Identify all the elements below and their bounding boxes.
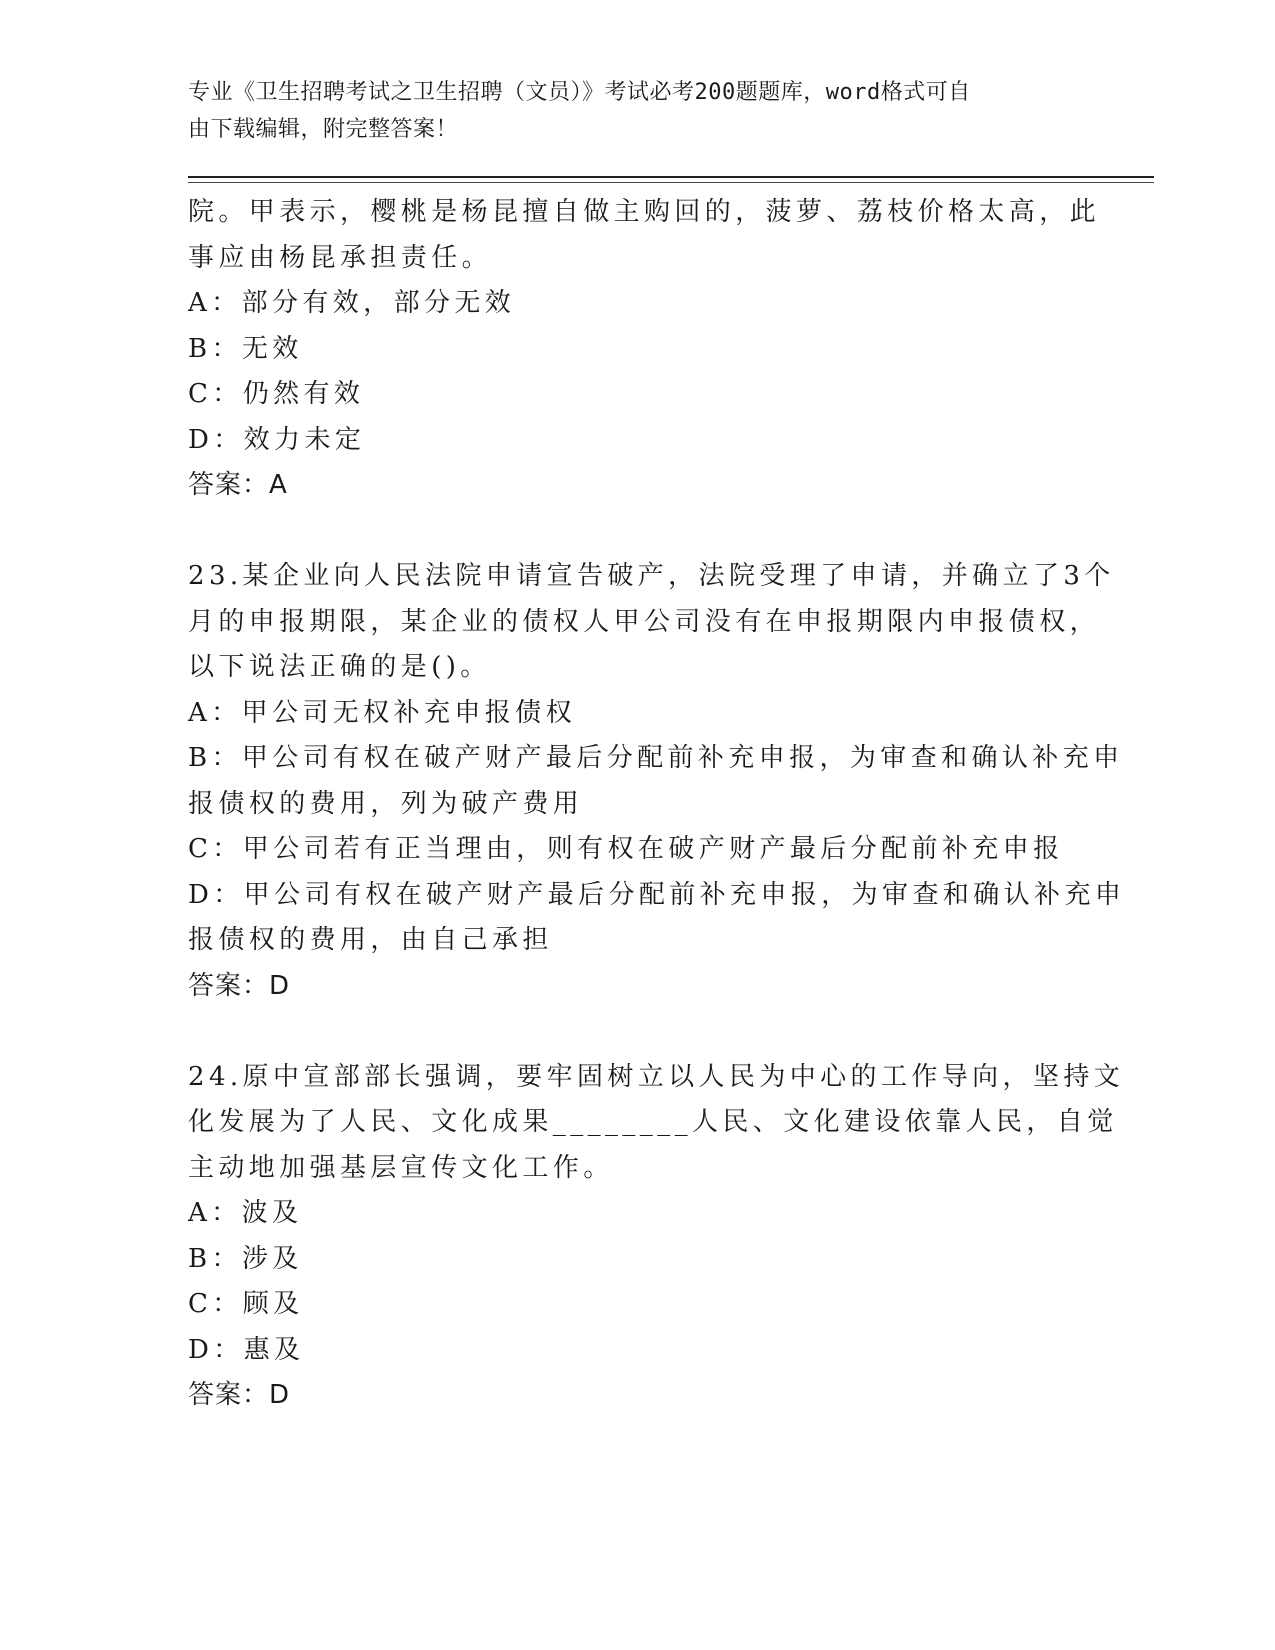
question-24 (188, 1055, 1125, 1419)
question-text-line: 以下说法正确的是()。 (188, 652, 491, 682)
question-text-line: 院。甲表示，樱桃是杨昆擅自做主购回的，菠萝、荔枝价格太高，此 (188, 197, 1101, 227)
option-d: D：惠及 (188, 1334, 305, 1365)
option-c: C：顾及 (188, 1289, 304, 1319)
option-a: A：甲公司无权补充申报债权 (188, 697, 576, 728)
document-header (188, 74, 1088, 148)
answer-line: 答案：D (188, 1380, 291, 1410)
option-b: B：涉及 (188, 1243, 303, 1274)
header-line-2: 由下载编辑，附完整答案！ (188, 117, 459, 142)
question-text-line: 事应由杨昆承担责任。 (188, 242, 493, 273)
question-text-line: 化发展为了人民、文化成果________人民、文化建设依靠人民，自觉 (188, 1107, 1118, 1137)
question-text-line: 24.原中宣部部长强调，要牢固树立以人民为中心的工作导向，坚持文 (188, 1061, 1125, 1092)
question-23 (188, 554, 1126, 1009)
question-text-line: 23.某企业向人民法院申请宣告破产，法院受理了申请，并确立了3个 (188, 561, 1115, 591)
question-text-line: 主动地加强基层宣传文化工作。 (188, 1152, 614, 1183)
option-b-continued: 报债权的费用，列为破产费用 (188, 788, 584, 819)
option-a: A：波及 (188, 1198, 303, 1228)
document-body (188, 190, 1126, 1419)
option-d: D：甲公司有权在破产财产最后分配前补充申报，为审查和确认补充申 (188, 879, 1126, 910)
option-c: C：甲公司若有正当理由，则有权在破产财产最后分配前补充申报 (188, 834, 1064, 864)
option-c: C：仍然有效 (188, 379, 365, 409)
answer-line: 答案：A (188, 470, 288, 500)
header-divider-thin (188, 182, 1154, 183)
option-a: A：部分有效，部分无效 (188, 288, 516, 318)
option-b: B：甲公司有权在破产财产最后分配前补充申报，为审查和确认补充申 (188, 743, 1124, 773)
option-d-continued: 报债权的费用，由自己承担 (188, 925, 553, 955)
header-line-1: 专业《卫生招聘考试之卫生招聘（文员）》考试必考200题题库，word格式可自 (188, 80, 971, 105)
question-continuation (188, 190, 1101, 509)
option-b: B：无效 (188, 333, 303, 364)
answer-line: 答案：D (188, 970, 291, 1001)
question-text-line: 月的申报期限，某企业的债权人甲公司没有在申报期限内申报债权， (188, 606, 1101, 637)
header-divider-thick (188, 176, 1154, 178)
option-d: D：效力未定 (188, 424, 366, 455)
